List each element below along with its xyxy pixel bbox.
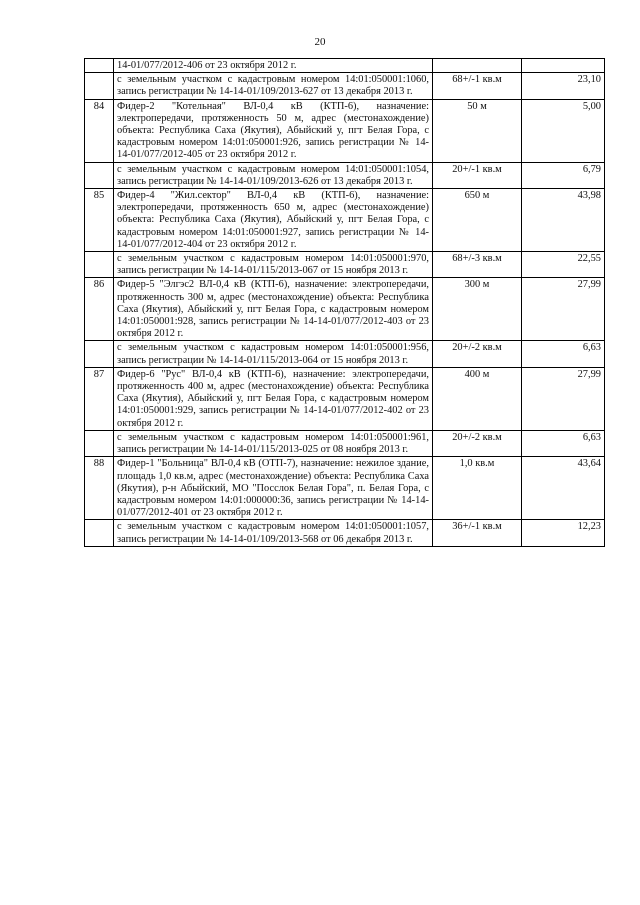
row-number bbox=[85, 341, 114, 367]
row-description: Фидер-1 "Больница" ВЛ-0,4 кВ (ОТП-7), назначение: нежилое здание, площадь 1,0 кв.м, адрес (местонахождение) объекта: Республика Саха (Якутия), р-н Абыйский, МО "Посслок Белая Гора", п. Белая Гора, с кадастровым номером 14:01:000000:36, запись регистрации № 14-14-01/077/2012-401 от 23 октября 2012 г. bbox=[114, 457, 433, 520]
row-value: 43,98 bbox=[522, 189, 605, 252]
table-row bbox=[85, 341, 605, 367]
row-description: Фидер-6 "Рус" ВЛ-0,4 кВ (КТП-6), назначение: электропередачи, протяженность 400 м, адрес (местонахождение) объекта: Республика Саха (Якутия), Абыйский у, пгт Белая Гора, с кадастровым номером 14:01:050001:929, запись регистрации № 14-14-01/077/2012-402 от 23 октября 2012 г. bbox=[114, 367, 433, 430]
row-value: 6,63 bbox=[522, 341, 605, 367]
row-value: 23,10 bbox=[522, 73, 605, 99]
row-size: 20+/-1 кв.м bbox=[433, 162, 522, 188]
row-value: 27,99 bbox=[522, 367, 605, 430]
row-number bbox=[85, 59, 114, 73]
row-number: 84 bbox=[85, 99, 114, 162]
row-number: 87 bbox=[85, 367, 114, 430]
row-number bbox=[85, 252, 114, 278]
row-description: с земельным участком с кадастровым номером 14:01:050001:961, запись регистрации № 14-14-01/115/2013-025 от 08 ноября 2013 г. bbox=[114, 430, 433, 456]
row-description: Фидер-5 "Элгэс2 ВЛ-0,4 кВ (КТП-6), назначение: электропередачи, протяженность 300 м, адрес (местонахождение) объекта: Республика Саха (Якутия), Абыйский у, пгт Белая Гора, с кадастровым номером 14:01:050001:928, запись регистрации № 14-14-01/077/2012-403 от 23 октября 2012 г. bbox=[114, 278, 433, 341]
row-description: с земельным участком с кадастровым номером 14:01:050001:1060, запись регистрации № 14-14-01/109/2013-627 от 13 декабря 2013 г. bbox=[114, 73, 433, 99]
row-number: 86 bbox=[85, 278, 114, 341]
row-value: 27,99 bbox=[522, 278, 605, 341]
row-size bbox=[433, 59, 522, 73]
table-row bbox=[85, 59, 605, 73]
row-value: 43,64 bbox=[522, 457, 605, 520]
row-description: с земельным участком с кадастровым номером 14:01:050001:1054, запись регистрации № 14-14-01/109/2013-626 от 13 декабря 2013 г. bbox=[114, 162, 433, 188]
row-number bbox=[85, 430, 114, 456]
row-size: 650 м bbox=[433, 189, 522, 252]
table-row bbox=[85, 73, 605, 99]
table-row bbox=[85, 252, 605, 278]
row-description: 14-01/077/2012-406 от 23 октября 2012 г. bbox=[114, 59, 433, 73]
row-value: 5,00 bbox=[522, 99, 605, 162]
row-value bbox=[522, 59, 605, 73]
property-table bbox=[84, 58, 605, 547]
row-value: 22,55 bbox=[522, 252, 605, 278]
row-value: 6,63 bbox=[522, 430, 605, 456]
row-value: 6,79 bbox=[522, 162, 605, 188]
table-row bbox=[85, 189, 605, 252]
row-size: 300 м bbox=[433, 278, 522, 341]
row-number: 85 bbox=[85, 189, 114, 252]
table-row bbox=[85, 430, 605, 456]
table-row bbox=[85, 278, 605, 341]
row-size: 20+/-2 кв.м bbox=[433, 341, 522, 367]
row-size: 20+/-2 кв.м bbox=[433, 430, 522, 456]
table-row bbox=[85, 457, 605, 520]
row-description: Фидер-4 "Жил.сектор" ВЛ-0,4 кВ (КТП-6), назначение: электропередачи, протяженность 650 м, адрес (местонахождение) объекта: Республика Саха (Якутия), Абыйский у, пгт Белая Гора, с кадастровым номером 14:01:050001:927, запись регистрации № 14-14-01/077/2012-404 от 23 октября 2012 г. bbox=[114, 189, 433, 252]
row-number: 88 bbox=[85, 457, 114, 520]
row-size: 50 м bbox=[433, 99, 522, 162]
row-size: 36+/-1 кв.м bbox=[433, 520, 522, 546]
row-size: 400 м bbox=[433, 367, 522, 430]
row-description: с земельным участком с кадастровым номером 14:01:050001:970, запись регистрации № 14-14-01/115/2013-067 от 15 ноября 2013 г. bbox=[114, 252, 433, 278]
table-row bbox=[85, 162, 605, 188]
row-number bbox=[85, 162, 114, 188]
row-size: 68+/-1 кв.м bbox=[433, 73, 522, 99]
row-description: с земельным участком с кадастровым номером 14:01:050001:1057, запись регистрации № 14-14-01/109/2013-568 от 06 декабря 2013 г. bbox=[114, 520, 433, 546]
table-row bbox=[85, 520, 605, 546]
row-description: с земельным участком с кадастровым номером 14:01:050001:956, запись регистрации № 14-14-01/115/2013-064 от 15 ноября 2013 г. bbox=[114, 341, 433, 367]
row-number bbox=[85, 73, 114, 99]
table-row bbox=[85, 99, 605, 162]
row-size: 68+/-3 кв.м bbox=[433, 252, 522, 278]
row-value: 12,23 bbox=[522, 520, 605, 546]
page-number: 20 bbox=[314, 36, 326, 48]
row-number bbox=[85, 520, 114, 546]
table-row bbox=[85, 367, 605, 430]
row-description: Фидер-2 "Котельная" ВЛ-0,4 кВ (КТП-6), назначение: электропередачи, протяженность 50 м, адрес (местонахождение) объекта: Республика Саха (Якутия), Абыйский у, пгт Белая Гора, с кадастровым номером 14:01:050001:926, запись регистрации № 14-14-01/077/2012-405 от 23 октября 2012 г. bbox=[114, 99, 433, 162]
row-size: 1,0 кв.м bbox=[433, 457, 522, 520]
